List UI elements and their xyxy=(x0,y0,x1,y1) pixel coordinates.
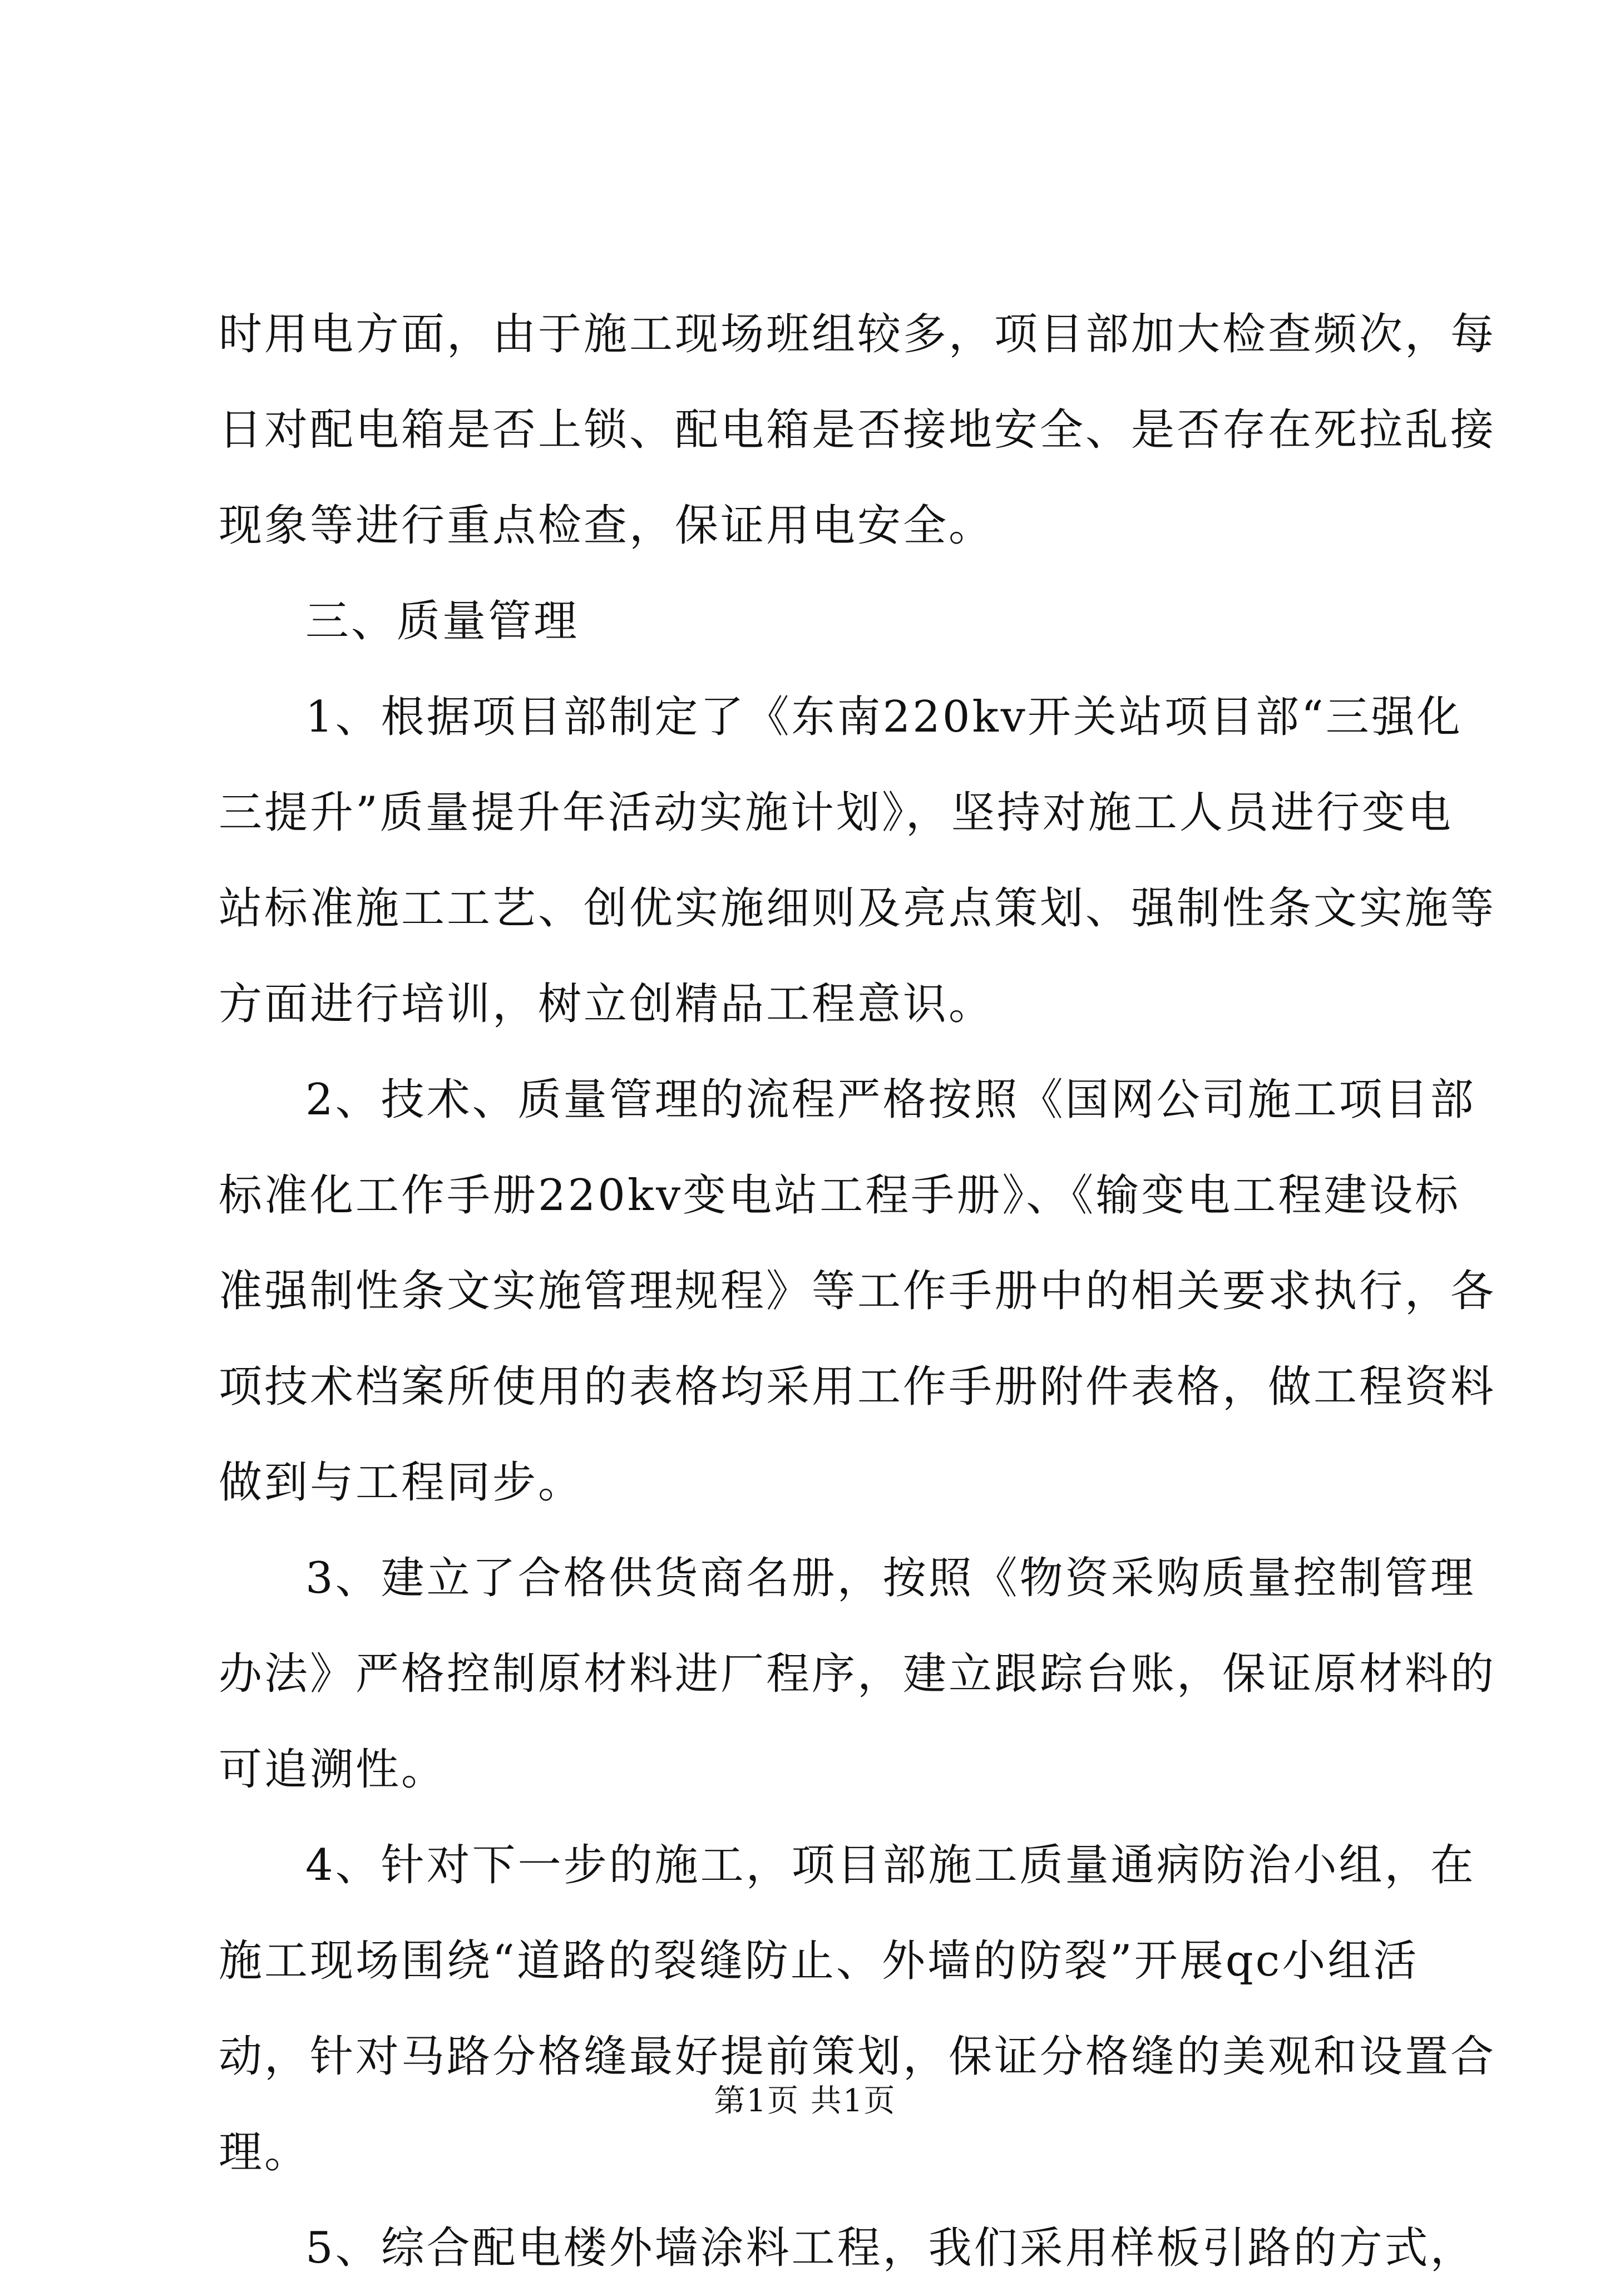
text-line: 站标准施工工艺、创优实施细则及亮点策划、强制性条文实施等 xyxy=(219,883,1497,934)
text-line: 标准化工作手册220kv变电站工程手册》、《输变电工程建设标 xyxy=(219,1171,1461,1221)
text-line: 1、根据项目部制定了《东南220kv开关站项目部“三强化 xyxy=(305,692,1463,742)
text-line: 方面进行培训，树立创精品工程意识。 xyxy=(219,979,995,1029)
text-line: 2、技术、质量管理的流程严格按照《国网公司施工项目部 xyxy=(305,1075,1476,1125)
text-line: 施工现场围绕“道路的裂缝防止、外墙的防裂”开展qc小组活 xyxy=(219,1936,1419,1986)
text-line: 现象等进行重点检查，保证用电安全。 xyxy=(219,501,995,551)
text-line: 3、建立了合格供货商名册，按照《物资采购质量控制管理 xyxy=(305,1553,1476,1603)
text-line: 做到与工程同步。 xyxy=(219,1458,584,1508)
text-line: 动，针对马路分格缝最好提前策划，保证分格缝的美观和设置合 xyxy=(219,2032,1497,2082)
text-line: 5、综合配电楼外墙涂料工程，我们采用样板引路的方式， xyxy=(305,2223,1476,2273)
text-line: 可追溯性。 xyxy=(219,1745,447,1795)
text-line: 准强制性条文实施管理规程》等工作手册中的相关要求执行，各 xyxy=(219,1266,1497,1316)
text-line: 4、针对下一步的施工，项目部施工质量通病防治小组，在 xyxy=(305,1840,1476,1890)
section-heading: 三、质量管理 xyxy=(305,596,580,646)
text-line: 项技术档案所使用的表格均采用工作手册附件表格，做工程资料 xyxy=(219,1362,1497,1412)
text-line: 三提升”质量提升年活动实施计划》，坚持对施工人员进行变电 xyxy=(219,788,1453,838)
document-body xyxy=(219,287,1497,2296)
text-line: 时用电方面，由于施工现场班组较多，项目部加大检查频次，每 xyxy=(219,309,1497,359)
text-line: 日对配电箱是否上锁、配电箱是否接地安全、是否存在死拉乱接 xyxy=(219,405,1497,455)
text-line: 办法》严格控制原材料进厂程序，建立跟踪台账，保证原材料的 xyxy=(219,1649,1497,1699)
text-line: 理。 xyxy=(219,2127,310,2178)
page-number-footer: 第1页 共1页 xyxy=(714,2083,896,2119)
